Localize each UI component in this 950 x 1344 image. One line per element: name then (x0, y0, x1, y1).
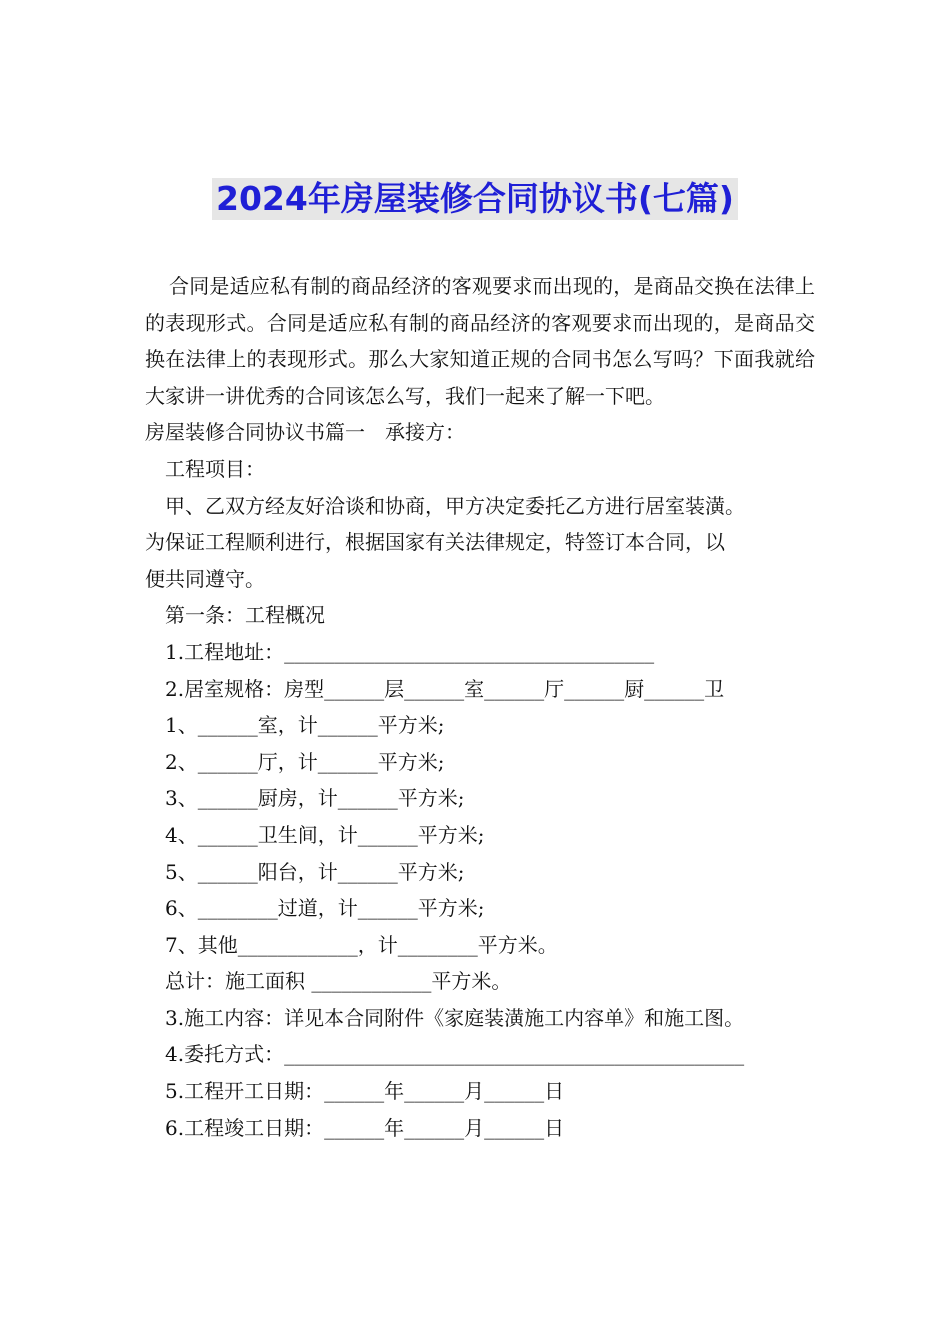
contract-line: 3.施工内容：详见本合同附件《家庭装潢施工内容单》和施工图。 (165, 1005, 745, 1030)
contract-line: 6.工程竣工日期：______年______月______日 (165, 1115, 565, 1140)
document-body (145, 268, 815, 1146)
document-title: 2024年房屋装修合同协议书(七篇) (212, 178, 738, 220)
contract-line: 4、______卫生间，计______平方米; (165, 822, 485, 847)
contract-line: 房屋装修合同协议书篇一 承接方： (145, 420, 465, 445)
contract-line: 1.工程地址：_____________________________________ (165, 639, 655, 664)
contract-line: 4.委托方式：______________________________________________ (165, 1042, 745, 1067)
contract-line: 总计：施工面积 ____________平方米。 (165, 969, 512, 994)
contract-line: 6、________过道，计______平方米; (165, 896, 485, 921)
contract-line: 甲、乙双方经友好洽谈和协商，甲方决定委托乙方进行居室装潢。 (165, 493, 745, 518)
contract-line: 1、______室，计______平方米; (165, 713, 445, 738)
contract-line: 5、______阳台，计______平方米; (165, 859, 465, 884)
contract-line: 便共同遵守。 (145, 566, 265, 591)
intro-paragraph: 合同是适应私有制的商品经济的客观要求而出现的，是商品交换在法律上的表现形式。合同是适应私有制的商品经济的客观要求而出现的，是商品交换在法律上的表现形式。那么大家知道正规的合同书怎么写吗？下面我就给大家讲一讲优秀的合同该怎么写，我们一起来了解一下吧。 (145, 274, 815, 408)
contract-line: 2.居室规格：房型______层______室______厅______厨______卫 (165, 676, 725, 701)
contract-line: 5.工程开工日期：______年______月______日 (165, 1079, 565, 1104)
contract-line: 为保证工程顺利进行，根据国家有关法律规定，特签订本合同，以 (145, 530, 725, 555)
contract-line: 工程项目： (165, 456, 265, 481)
contract-line: 2、______厅，计______平方米; (165, 749, 445, 774)
contract-lines (145, 414, 815, 1146)
contract-line: 7、其他____________，计________平方米。 (165, 932, 558, 957)
contract-line: 第一条：工程概况 (165, 603, 325, 628)
title-wrapper (0, 178, 950, 220)
contract-line: 3、______厨房，计______平方米; (165, 786, 465, 811)
